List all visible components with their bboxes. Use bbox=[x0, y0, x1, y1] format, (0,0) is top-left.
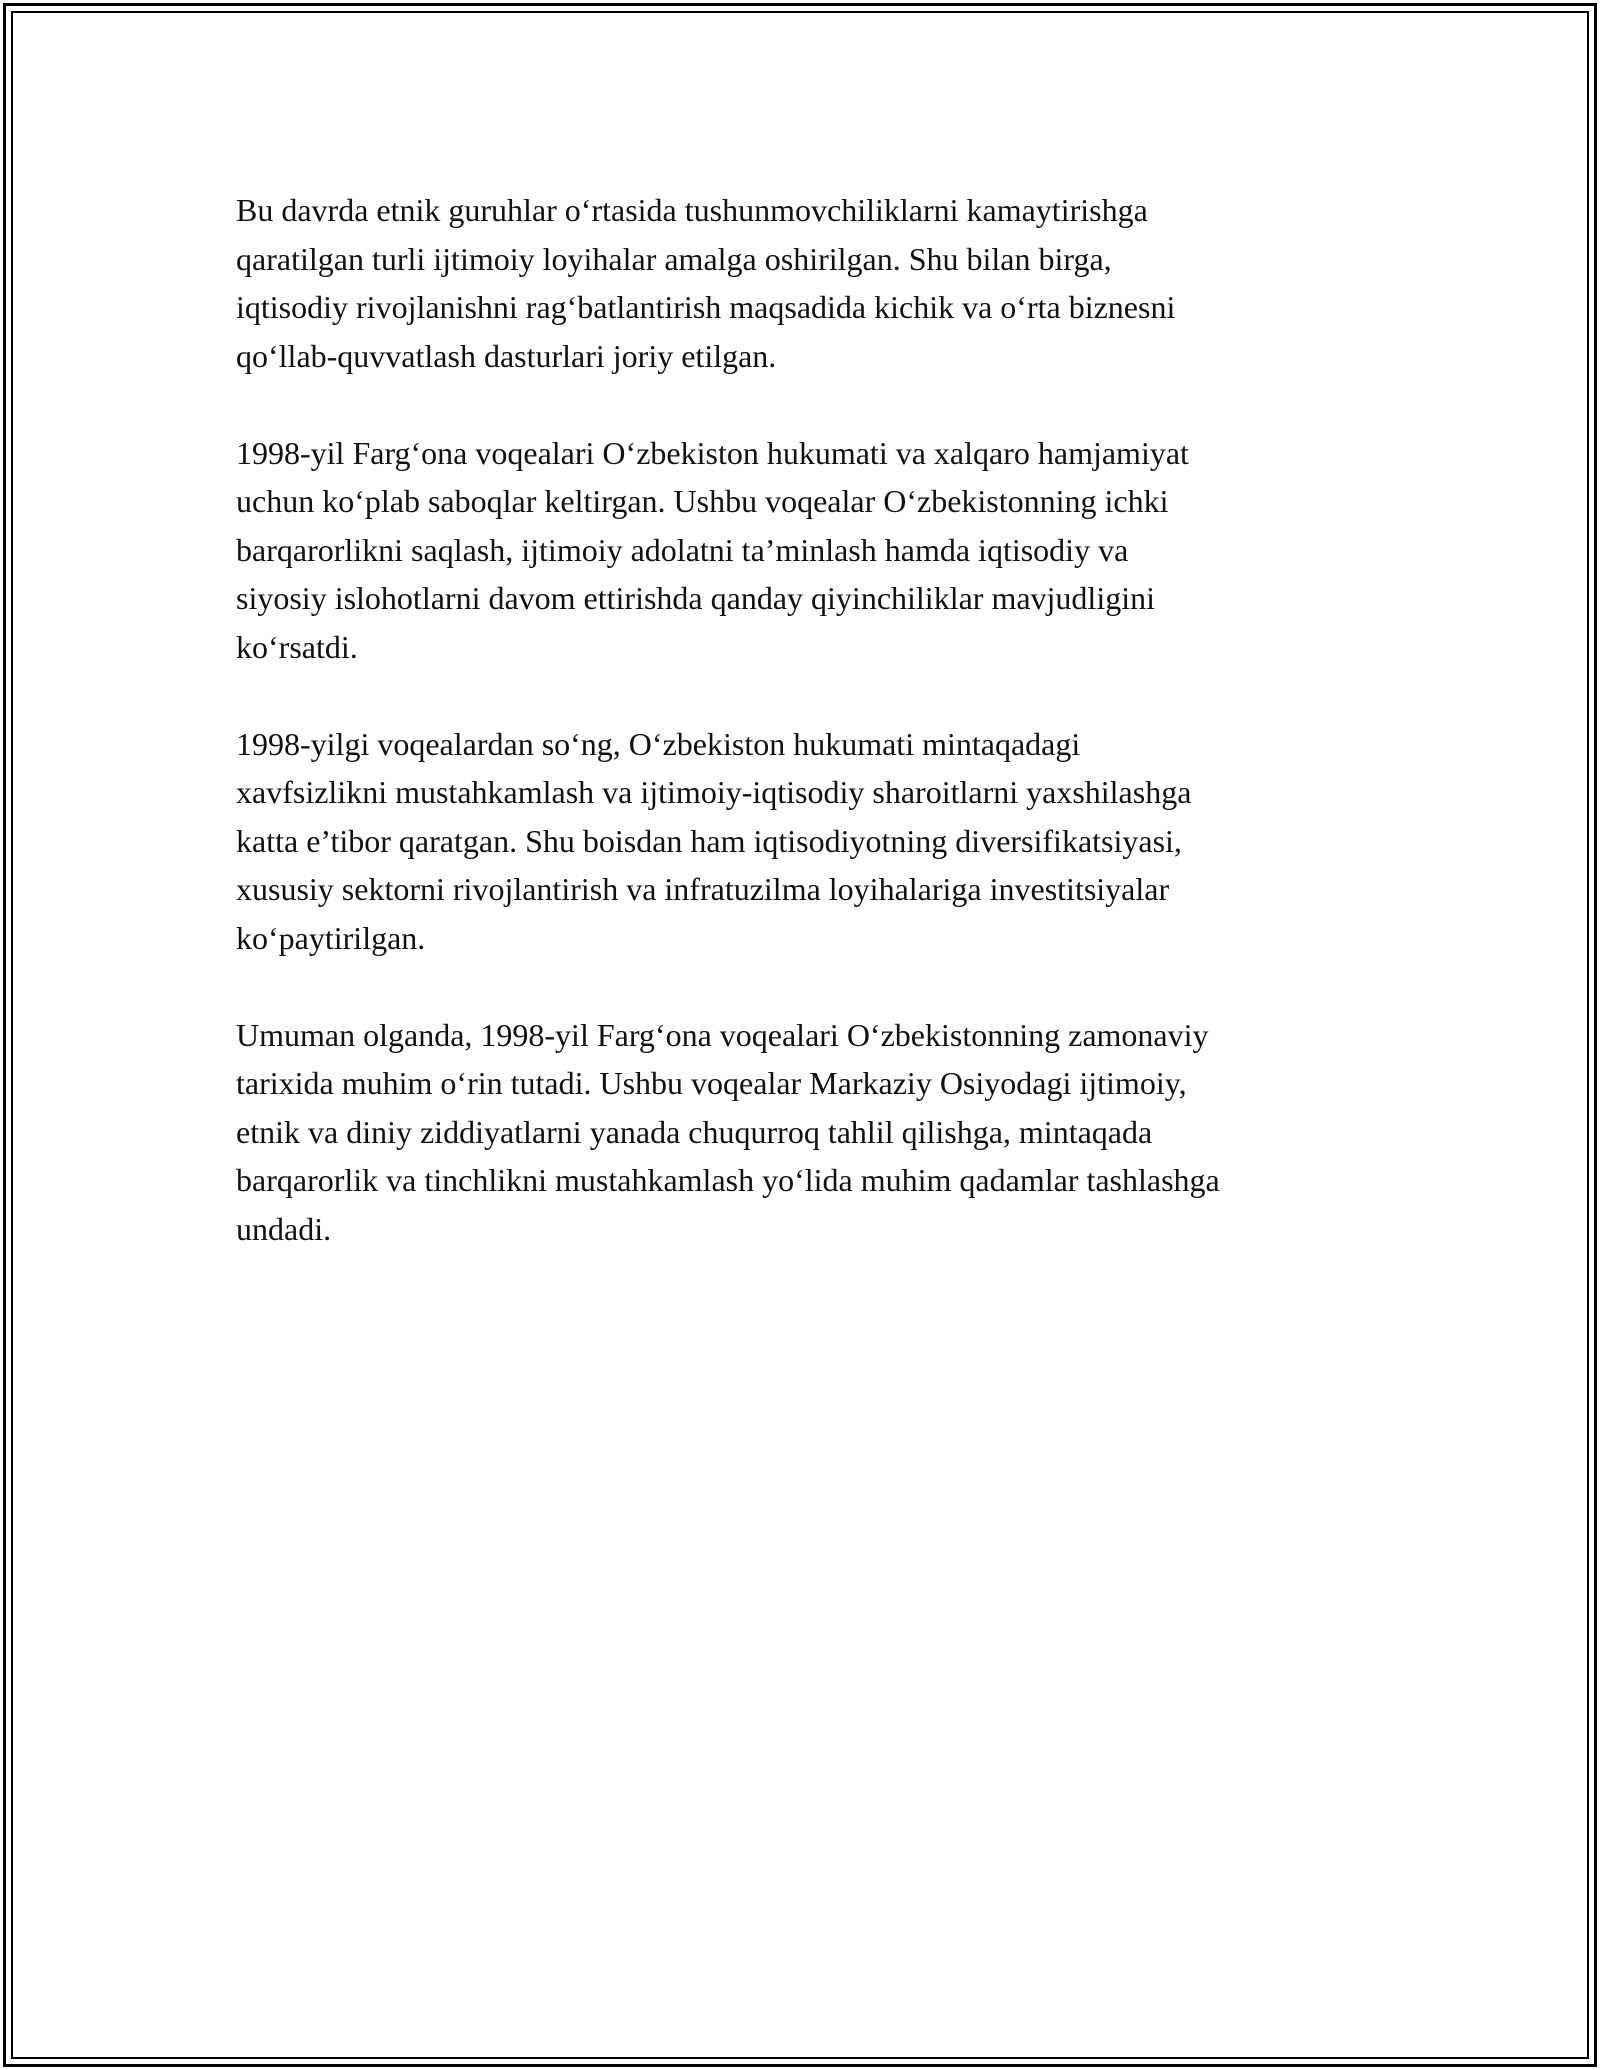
paragraph-line: undadi. bbox=[236, 1210, 332, 1247]
paragraph-line: uchun ko‘plab saboqlar keltirgan. Ushbu voqealar O‘zbekistonning ichki bbox=[236, 483, 1169, 519]
paragraph-line: 1998-yilgi voqealardan so‘ng, O‘zbekiston hukumati mintaqadagi bbox=[236, 725, 1081, 762]
paragraph-line: Umuman olganda, 1998-yil Farg‘ona voqealari O‘zbekistonning zamonaviy bbox=[236, 1016, 1209, 1053]
paragraph-3 bbox=[236, 720, 1386, 963]
paragraph-line: tarixida muhim o‘rin tutadi. Ushbu voqealar Markaziy Osiyodagi ijtimoiy, bbox=[236, 1065, 1187, 1101]
paragraph-line: ko‘rsatdi. bbox=[236, 628, 358, 665]
paragraph-line: qaratilgan turli ijtimoiy loyihalar amalga oshirilgan. Shu bilan birga, bbox=[236, 240, 1112, 277]
paragraph-line: qo‘llab-quvvatlash dasturlari joriy etilgan. bbox=[236, 337, 777, 374]
paragraph-line: katta e’tibor qaratgan. Shu boisdan ham iqtisodiyotning diversifikatsiyasi, bbox=[236, 822, 1182, 859]
paragraph-line: barqarorlikni saqlash, ijtimoiy adolatni ta’minlash hamda iqtisodiy va bbox=[236, 531, 1129, 568]
paragraph-line: iqtisodiy rivojlanishni rag‘batlantirish maqsadida kichik va o‘rta biznesni bbox=[236, 289, 1176, 325]
paragraph-line: Bu davrda etnik guruhlar o‘rtasida tushunmovchiliklarni kamaytirishga bbox=[236, 192, 1148, 228]
paragraph-4 bbox=[236, 1011, 1386, 1254]
paragraph-1 bbox=[236, 186, 1386, 380]
paragraph-line: siyosiy islohotlarni davom ettirishda qanday qiyinchiliklar mavjudligini bbox=[236, 580, 1155, 616]
paragraph-line: xususiy sektorni rivojlantirish va infratuzilma loyihalariga investitsiyalar bbox=[236, 871, 1170, 907]
paragraph-line: ko‘paytirilgan. bbox=[236, 919, 426, 956]
document-body bbox=[236, 186, 1386, 1302]
paragraph-line: 1998-yil Farg‘ona voqealari O‘zbekiston hukumati va xalqaro hamjamiyat bbox=[236, 434, 1189, 471]
paragraph-line: xavfsizlikni mustahkamlash va ijtimoiy-iqtisodiy sharoitlarni yaxshilashga bbox=[236, 774, 1192, 810]
paragraph-2 bbox=[236, 429, 1386, 672]
paragraph-line: barqarorlik va tinchlikni mustahkamlash yo‘lida muhim qadamlar tashlashga bbox=[236, 1162, 1220, 1198]
paragraph-line: etnik va diniy ziddiyatlarni yanada chuqurroq tahlil qilishga, mintaqada bbox=[236, 1113, 1153, 1150]
